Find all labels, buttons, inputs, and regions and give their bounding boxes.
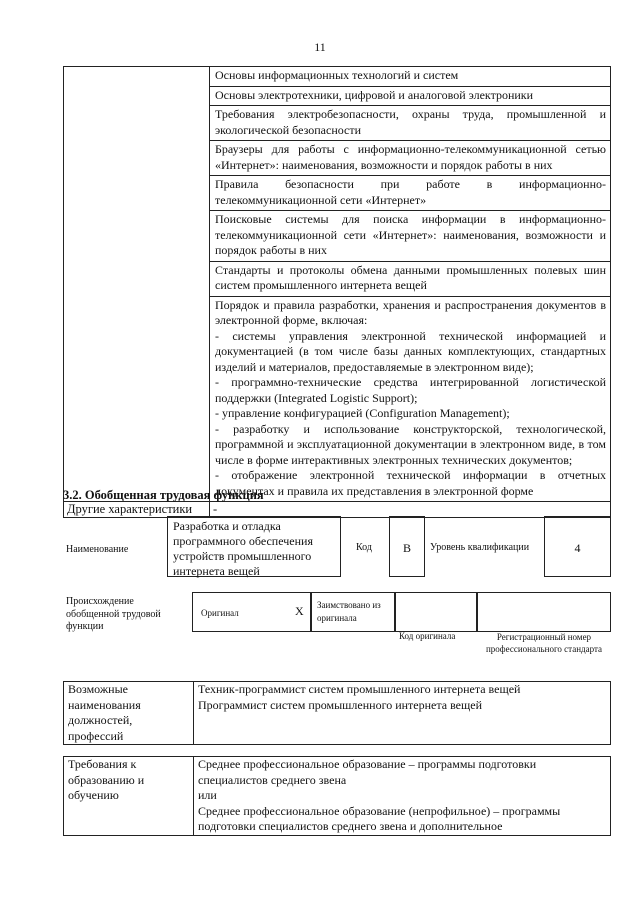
function-name-box: Разработка и отладка программного обеспечения устройств промышленного интернета вещей xyxy=(167,516,341,577)
borrowed-box: Заимствовано из оригинала xyxy=(311,592,395,632)
knowledge-item-documents xyxy=(210,296,611,502)
knowledge-item: Поисковые системы для поиска информации в информационно-телекоммуникационной сети «Интернет»: наименования, возможности и порядок работы в них xyxy=(210,211,611,262)
page-number: 11 xyxy=(314,40,326,54)
code-value-box: B xyxy=(389,516,425,577)
education-line: или xyxy=(198,788,217,802)
original-label: Оригинал xyxy=(201,608,239,618)
knowledge-item: Основы электротехники, цифровой и аналоговой электроники xyxy=(210,86,611,106)
education-label: Требования к образованию и обучению xyxy=(64,757,194,836)
code-original-box xyxy=(395,592,477,632)
knowledge-item: Браузеры для работы с информационно-телекоммуникационной сетью «Интернет»: наименования, возможности и порядок работы в них xyxy=(210,141,611,176)
reg-number-box xyxy=(477,592,611,632)
knowledge-table xyxy=(63,66,611,518)
positions-label: Возможные наименования должностей, профессий xyxy=(64,682,194,745)
documents-bullet: - разработку и использование конструкторской, технологической, программной и эксплуатационной документации в электронном виде, в том числе в форме интерактивных электронных технических документов; xyxy=(215,421,606,467)
documents-intro: Порядок и правила разработки, хранения и распространения документов в электронной форме, включая: xyxy=(215,297,606,327)
name-label: Наименование xyxy=(66,544,129,555)
level-label: Уровень квалификации xyxy=(430,542,530,553)
knowledge-item: Стандарты и протоколы обмена данными промышленных полевых шин систем промышленного интернета вещей xyxy=(210,261,611,296)
documents-bullet: - отображение электронной технической информации в отчетных документах и правила их представления в электронной форме xyxy=(215,468,606,498)
knowledge-item: Основы информационных технологий и систем xyxy=(210,67,611,87)
education-table xyxy=(63,756,611,836)
knowledge-item: Правила безопасности при работе в информационно-телекоммуникационной сети «Интернет» xyxy=(210,176,611,211)
education-line: Среднее профессиональное образование – программы подготовки специалистов среднего звена xyxy=(198,757,537,787)
origin-label: Происхождение обобщенной трудовой функции xyxy=(66,596,161,632)
position-item: Программист систем промышленного интернета вещей xyxy=(198,697,482,712)
position-item: Техник-программист систем промышленного интернета вещей xyxy=(198,682,521,696)
positions-table xyxy=(63,681,611,745)
documents-bullet: - системы управления электронной технической информацией и документацией (в том числе базы данных комплектующих, стандартных изделий и материалов, предоставляемые в электронном виде); xyxy=(215,328,606,374)
section-heading: 3.2. Обобщенная трудовая функция xyxy=(63,488,264,502)
other-characteristics-label: Другие характеристики xyxy=(64,502,210,518)
reg-number-caption: Регистрационный номер профессионального стандарта xyxy=(485,632,603,654)
knowledge-label-cell xyxy=(64,67,210,502)
education-cell xyxy=(194,757,611,836)
original-box xyxy=(192,592,311,632)
education-line: Среднее профессиональное образование (непрофильное) – программы подготовки специалистов среднего звена и дополнительное xyxy=(198,803,561,833)
original-mark: X xyxy=(295,604,304,618)
other-characteristics-value: - xyxy=(210,502,611,518)
code-original-caption: Код оригинала xyxy=(399,631,456,641)
documents-bullet: - программно-технические средства интегрированной логистической поддержки (Integrated Logistic Support); xyxy=(215,375,606,405)
positions-cell xyxy=(194,682,611,745)
knowledge-item: Требования электробезопасности, охраны труда, промышленной и экологической безопасности xyxy=(210,106,611,141)
code-label: Код xyxy=(356,542,372,553)
documents-bullet: - управление конфигурацией (Configuration Management); xyxy=(215,406,510,420)
level-value-box: 4 xyxy=(544,516,611,577)
